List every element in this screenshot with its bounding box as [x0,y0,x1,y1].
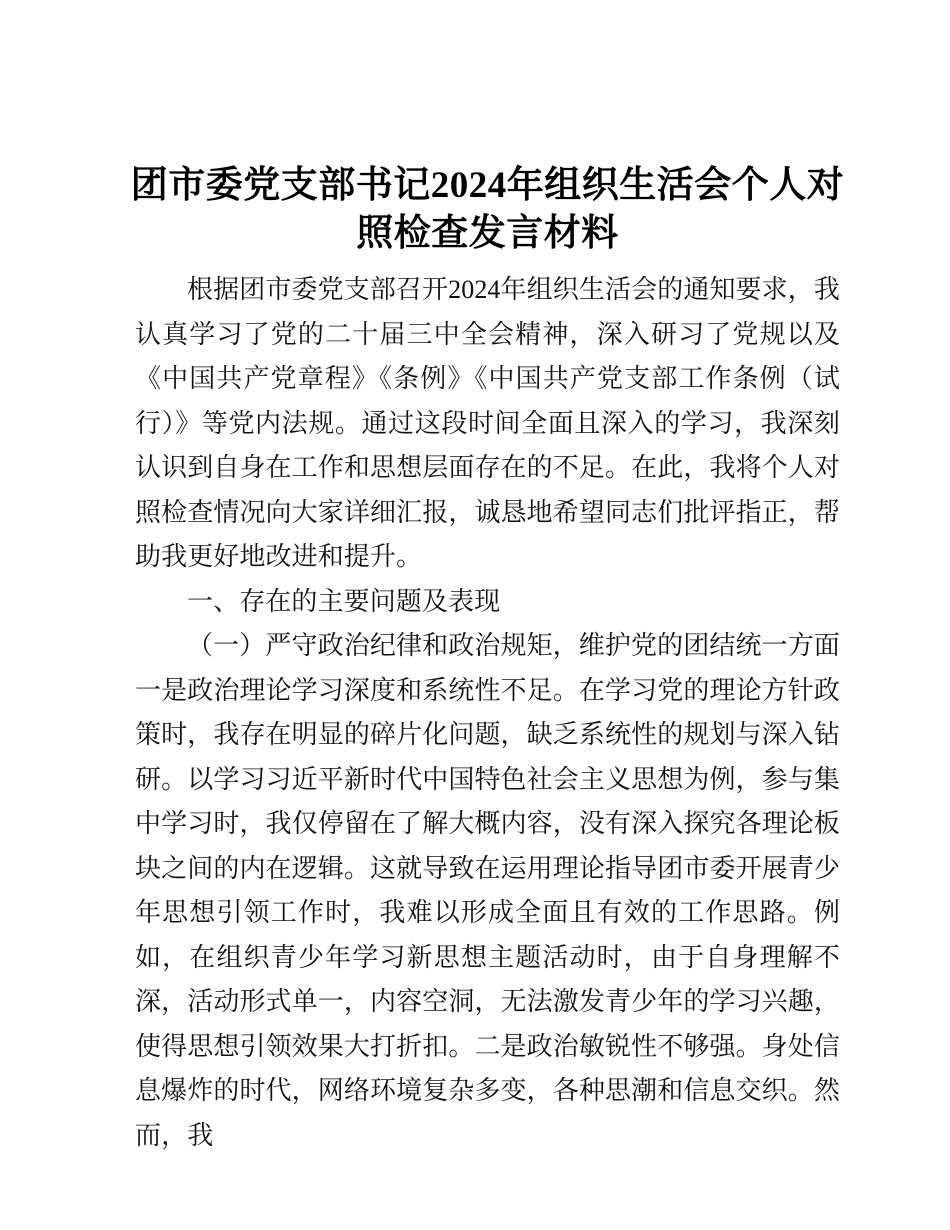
paragraph-introduction: 根据团市委党支部召开2024年组织生活会的通知要求，我认真学习了党的二十届三中全会精神，深入研习了党规以及《中国共产党章程》《条例》《中国共产党支部工作条例（试行）》等党内法规。通过这段时间全面且深入的学习，我深刻认识到自身在工作和思想层面存在的不足。在此，我将个人对照检查情况向大家详细汇报，诚恳地希望同志们批评指正，帮助我更好地改进和提升。 [135,275,840,571]
document-title: 团市委党支部书记2024年组织生活会个人对照检查发言材料 [130,165,845,254]
section-heading-main-problems: 一、存在的主要问题及表现 [187,586,501,616]
paragraph-section-one-body: （一）严守政治纪律和政治规矩，维护党的团结统一方面一是政治理论学习深度和系统性不足。在学习党的理论方针政策时，我存在明显的碎片化问题，缺乏系统性的规划与深入钻研。以学习习近平新时代中国特色社会主义思想为例，参与集中学习时，我仅停留在了解大概内容，没有深入探究各理论板块之间的内在逻辑。这就导致在运用理论指导团市委开展青少年思想引领工作时，我难以形成全面且有效的工作思路。例如，在组织青少年学习新思想主题活动时，由于自身理解不深，活动形式单一，内容空洞，无法激发青少年的学习兴趣，使得思想引领效果大打折扣。二是政治敏锐性不够强。身处信息爆炸的时代，网络环境复杂多变，各种思潮和信息交织。然而，我 [135,631,840,1150]
